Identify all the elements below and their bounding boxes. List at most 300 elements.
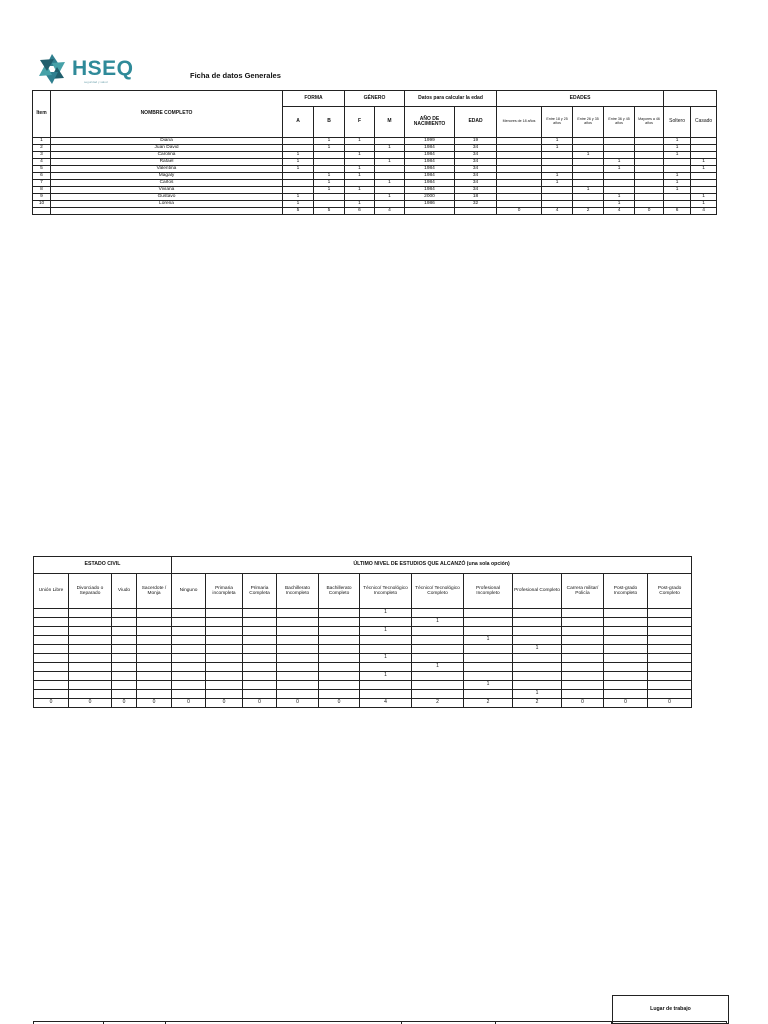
cell-under-18 [497,180,542,187]
cell-26-35 [573,194,604,201]
cell-name: Carlos [51,180,283,187]
cell-col-12 [513,627,562,636]
cell-col-11 [464,672,513,681]
cell-col-5 [206,654,243,663]
cell-col-9 [360,663,412,672]
cell-col-15 [648,645,692,654]
cell-col-8 [319,690,360,699]
cell-gen-f [345,145,375,152]
cell-col-8 [319,645,360,654]
cell-26-35 [573,159,604,166]
cell-col-8 [319,627,360,636]
cell-col-15 [648,672,692,681]
cell-26-35: 1 [573,187,604,194]
cell-36-45 [604,152,635,159]
cell-col-3 [137,618,172,627]
total-col-11: 2 [464,699,513,708]
cell-gen-m: 1 [375,145,405,152]
cell-col-9: 1 [360,609,412,618]
cell-gen-m: 1 [375,180,405,187]
table-row [34,636,692,645]
cell-col-8 [319,654,360,663]
cell-col-8 [319,681,360,690]
cell-18-25 [542,201,573,208]
cell-36-45: 1 [604,166,635,173]
cell-col-8 [319,618,360,627]
cell-col-0 [34,654,69,663]
total-age [455,208,497,215]
cell-18-25 [542,187,573,194]
cell-col-4 [172,690,206,699]
cell-birth-year: 1999 [405,138,455,145]
cell-col-10: 1 [412,618,464,627]
cell-col-4 [172,609,206,618]
cell-col-13 [562,645,604,654]
cell-col-13 [562,618,604,627]
total-forma-a: 5 [283,208,314,215]
header-over-46: Mayores a 46 años [635,107,664,138]
cell-col-6 [243,636,277,645]
cell-col-1 [69,618,112,627]
cell-married [691,187,717,194]
total-col-5: 0 [206,699,243,708]
cell-col-2 [112,690,137,699]
cell-col-13 [562,690,604,699]
cell-birth-year: 1984 [405,152,455,159]
cell-forma-a: 1 [283,166,314,173]
cell-name: Diana [51,138,283,145]
cell-col-3 [137,663,172,672]
cell-col-1 [69,609,112,618]
cell-item: 10 [33,201,51,208]
cell-col-6 [243,690,277,699]
total-forma-b: 5 [314,208,345,215]
table-row [33,138,717,145]
cell-forma-a: 1 [283,194,314,201]
cell-col-14 [604,690,648,699]
cell-col-0 [34,645,69,654]
total-col-9: 4 [360,699,412,708]
header-col-14: Post-grado Incompleto [604,574,648,609]
header-forma: FORMA [283,91,345,107]
cell-col-14 [604,618,648,627]
table-row [34,681,692,690]
header-col-1: Divorciado o Separado [69,574,112,609]
cell-over-46 [635,201,664,208]
cell-26-35 [573,201,604,208]
cell-col-3 [137,690,172,699]
cell-col-9: 1 [360,672,412,681]
cell-item: 4 [33,159,51,166]
cell-single [664,166,691,173]
cell-item: 9 [33,194,51,201]
header-col-6: Primaria Completa [243,574,277,609]
cell-18-25 [542,194,573,201]
cell-col-8 [319,663,360,672]
table-row [33,145,717,152]
cell-col-15 [648,618,692,627]
cell-item: 8 [33,187,51,194]
cell-col-11 [464,654,513,663]
cell-col-8 [319,672,360,681]
cell-col-6 [243,645,277,654]
cell-18-25 [542,159,573,166]
cell-col-3 [137,681,172,690]
cell-gen-m [375,187,405,194]
cell-col-7 [277,690,319,699]
cell-age: 34 [455,145,497,152]
cell-over-46 [635,173,664,180]
cell-item: 6 [33,173,51,180]
cell-col-6 [243,627,277,636]
cell-gen-f [345,194,375,201]
cell-under-18 [497,138,542,145]
cell-col-6 [243,618,277,627]
cell-col-12 [513,654,562,663]
totals-row [34,699,692,708]
cell-single: 1 [664,187,691,194]
table-row [34,654,692,663]
cell-18-25: 1 [542,180,573,187]
cell-gen-m [375,201,405,208]
cell-over-46 [635,145,664,152]
cell-forma-a: 1 [283,201,314,208]
header-item: Item [33,91,51,138]
cell-married [691,152,717,159]
cell-under-18 [497,145,542,152]
cell-col-1 [69,681,112,690]
cell-married [691,173,717,180]
document-title: Ficha de datos Generales [190,71,281,80]
cell-age: 34 [455,173,497,180]
cell-single [664,159,691,166]
cell-married: 1 [691,159,717,166]
cell-col-9 [360,645,412,654]
cell-col-15 [648,636,692,645]
cell-forma-b: 1 [314,145,345,152]
cell-col-0 [34,618,69,627]
cell-col-5 [206,618,243,627]
cell-name: Magaly [51,173,283,180]
cell-col-10 [412,609,464,618]
cell-18-25 [542,166,573,173]
cell-col-14 [604,663,648,672]
cell-col-2 [112,618,137,627]
cell-36-45 [604,180,635,187]
cell-col-3 [137,672,172,681]
cell-forma-a: 1 [283,152,314,159]
header-col-0: Unión Libre [34,574,69,609]
logo-subtitle: seguridad y salud [84,80,108,84]
cell-forma-a [283,138,314,145]
totals-row [33,208,717,215]
total-col-1: 0 [69,699,112,708]
total-col-14: 0 [604,699,648,708]
cell-married: 1 [691,194,717,201]
cell-married [691,138,717,145]
cell-forma-b: 1 [314,138,345,145]
header-col-13: Carrera militar/ Policía [562,574,604,609]
cell-gen-m: 1 [375,159,405,166]
cell-under-18 [497,166,542,173]
cell-col-4 [172,681,206,690]
cell-birth-year: 1984 [405,166,455,173]
header-col-11: Profesional Incompleto [464,574,513,609]
cell-36-45 [604,187,635,194]
cell-under-18 [497,152,542,159]
cell-col-12 [513,663,562,672]
cell-col-2 [112,681,137,690]
cell-under-18 [497,201,542,208]
cell-birth-year: 1984 [405,180,455,187]
cell-col-0 [34,672,69,681]
workplace-label: Lugar de trabajo [612,995,729,1024]
total-col-12: 2 [513,699,562,708]
cell-gen-f: 1 [345,201,375,208]
header-edad-group: Datos para calcular la edad [405,91,497,107]
cell-col-3 [137,645,172,654]
cell-col-13 [562,681,604,690]
cell-col-11: 1 [464,636,513,645]
total-under-18: 0 [497,208,542,215]
cell-over-46 [635,138,664,145]
cell-birth-year: 1984 [405,187,455,194]
cell-forma-a: 1 [283,159,314,166]
cell-col-5 [206,627,243,636]
header-edades: EDADES [497,91,664,107]
cell-col-14 [604,654,648,663]
cell-col-12: 1 [513,645,562,654]
cell-col-7 [277,609,319,618]
cell-married: 1 [691,166,717,173]
cell-col-4 [172,672,206,681]
cell-col-2 [112,627,137,636]
cell-single: 1 [664,180,691,187]
cell-col-12 [513,618,562,627]
cell-col-4 [172,663,206,672]
total-col-7: 0 [277,699,319,708]
table-row [33,201,717,208]
header-col-7: Bachillerato Incompleto [277,574,319,609]
total-married: 4 [691,208,717,215]
cell-26-35 [573,180,604,187]
cell-over-46 [635,159,664,166]
table-row [34,690,692,699]
cell-col-0 [34,690,69,699]
table-row [33,152,717,159]
cell-col-7 [277,618,319,627]
header-single: Soltero [664,107,691,138]
cell-col-14 [604,681,648,690]
cell-forma-a [283,145,314,152]
cell-col-7 [277,645,319,654]
cell-18-25: 1 [542,145,573,152]
cell-col-11 [464,663,513,672]
cell-col-15 [648,690,692,699]
cell-col-9 [360,636,412,645]
total-col-3: 0 [137,699,172,708]
cell-under-18 [497,159,542,166]
total-birth-year [405,208,455,215]
cell-gen-f: 1 [345,187,375,194]
cell-col-6 [243,654,277,663]
cell-forma-b [314,159,345,166]
cell-col-3 [137,654,172,663]
cell-gen-f: 1 [345,152,375,159]
cell-26-35 [573,138,604,145]
cell-name: Lorena [51,201,283,208]
cell-col-8 [319,636,360,645]
cell-col-5 [206,681,243,690]
table-row [34,627,692,636]
cell-age: 18 [455,194,497,201]
total-gen-m: 4 [375,208,405,215]
cell-col-11: 1 [464,681,513,690]
cell-gen-m [375,152,405,159]
header-col-15: Post-grado Completo [648,574,692,609]
cell-name: Rafael [51,159,283,166]
cell-age: 34 [455,180,497,187]
cell-26-35 [573,166,604,173]
header-col-5: Primaria incompleta [206,574,243,609]
cell-birth-year: 1984 [405,145,455,152]
table-row [33,159,717,166]
cell-name: Valentina [51,166,283,173]
header-26-35: Entre 26 y 35 años [573,107,604,138]
cell-forma-b [314,201,345,208]
cell-gen-f [345,159,375,166]
cell-birth-year: 2000 [405,194,455,201]
cell-forma-b [314,166,345,173]
cell-col-9 [360,690,412,699]
cell-single: 1 [664,138,691,145]
cell-col-13 [562,663,604,672]
cell-single [664,194,691,201]
cell-col-7 [277,654,319,663]
table-row [34,663,692,672]
cell-gen-m: 1 [375,194,405,201]
cell-col-4 [172,627,206,636]
cell-col-10 [412,681,464,690]
cell-col-0 [34,627,69,636]
cell-birth-year: 1984 [405,159,455,166]
cell-col-14 [604,636,648,645]
cell-item: 2 [33,145,51,152]
header-birth-year: AÑO DE NACIMIENTO [405,107,455,138]
cell-36-45: 1 [604,194,635,201]
header-forma-a: A [283,107,314,138]
cell-col-1 [69,690,112,699]
total-col-2: 0 [112,699,137,708]
cell-col-1 [69,663,112,672]
cell-married [691,180,717,187]
cell-gen-f: 1 [345,138,375,145]
cell-col-2 [112,609,137,618]
cell-item: 7 [33,180,51,187]
table-row [34,645,692,654]
cell-name: Carolina [51,152,283,159]
cell-col-6 [243,609,277,618]
cell-36-45: 1 [604,159,635,166]
cell-gen-m [375,138,405,145]
cell-18-25: 1 [542,173,573,180]
total-col-8: 0 [319,699,360,708]
cell-over-46 [635,194,664,201]
cell-col-5 [206,636,243,645]
table-row [33,166,717,173]
cell-col-12 [513,681,562,690]
header-col-10: Técnico/ Tecnológico Completo [412,574,464,609]
cell-col-1 [69,672,112,681]
cell-name: Juan David [51,145,283,152]
cell-col-2 [112,654,137,663]
cell-col-10 [412,672,464,681]
logo-text: HSEQ [72,57,134,80]
cell-gen-m [375,166,405,173]
cell-col-6 [243,672,277,681]
cell-col-2 [112,663,137,672]
header-col-3: Sacerdote / Monja [137,574,172,609]
cell-item: 1 [33,138,51,145]
cell-col-5 [206,645,243,654]
cell-col-1 [69,636,112,645]
total-18-25: 4 [542,208,573,215]
cell-col-2 [112,636,137,645]
table-row [34,618,692,627]
cell-col-5 [206,690,243,699]
cell-26-35 [573,173,604,180]
cell-col-9 [360,681,412,690]
total-col-0: 0 [34,699,69,708]
cell-col-0 [34,663,69,672]
table-row [33,187,717,194]
cell-col-11 [464,609,513,618]
cell-single: 1 [664,152,691,159]
cell-col-5 [206,609,243,618]
header-name: NOMBRE COMPLETO [51,91,283,138]
cell-18-25 [542,152,573,159]
cell-age: 32 [455,201,497,208]
cell-forma-b: 1 [314,180,345,187]
header-under-18: Menores de 18 años [497,107,542,138]
total-26-35: 2 [573,208,604,215]
header-gen-f: F [345,107,375,138]
header-gen-m: M [375,107,405,138]
cell-col-15 [648,609,692,618]
header-col-12: Profesional Completo [513,574,562,609]
total-36-45: 4 [604,208,635,215]
total-col-13: 0 [562,699,604,708]
cell-single [664,201,691,208]
cell-col-13 [562,654,604,663]
cell-married: 1 [691,201,717,208]
cell-age: 34 [455,166,497,173]
cell-col-5 [206,663,243,672]
cell-col-7 [277,663,319,672]
cell-gen-m [375,173,405,180]
cell-under-18 [497,173,542,180]
cell-col-12: 1 [513,690,562,699]
cell-col-10: 1 [412,663,464,672]
cell-col-7 [277,672,319,681]
cell-col-13 [562,627,604,636]
cell-col-4 [172,636,206,645]
cell-col-3 [137,627,172,636]
cell-col-15 [648,627,692,636]
cell-26-35: 1 [573,152,604,159]
table-row [33,194,717,201]
cell-col-12 [513,672,562,681]
